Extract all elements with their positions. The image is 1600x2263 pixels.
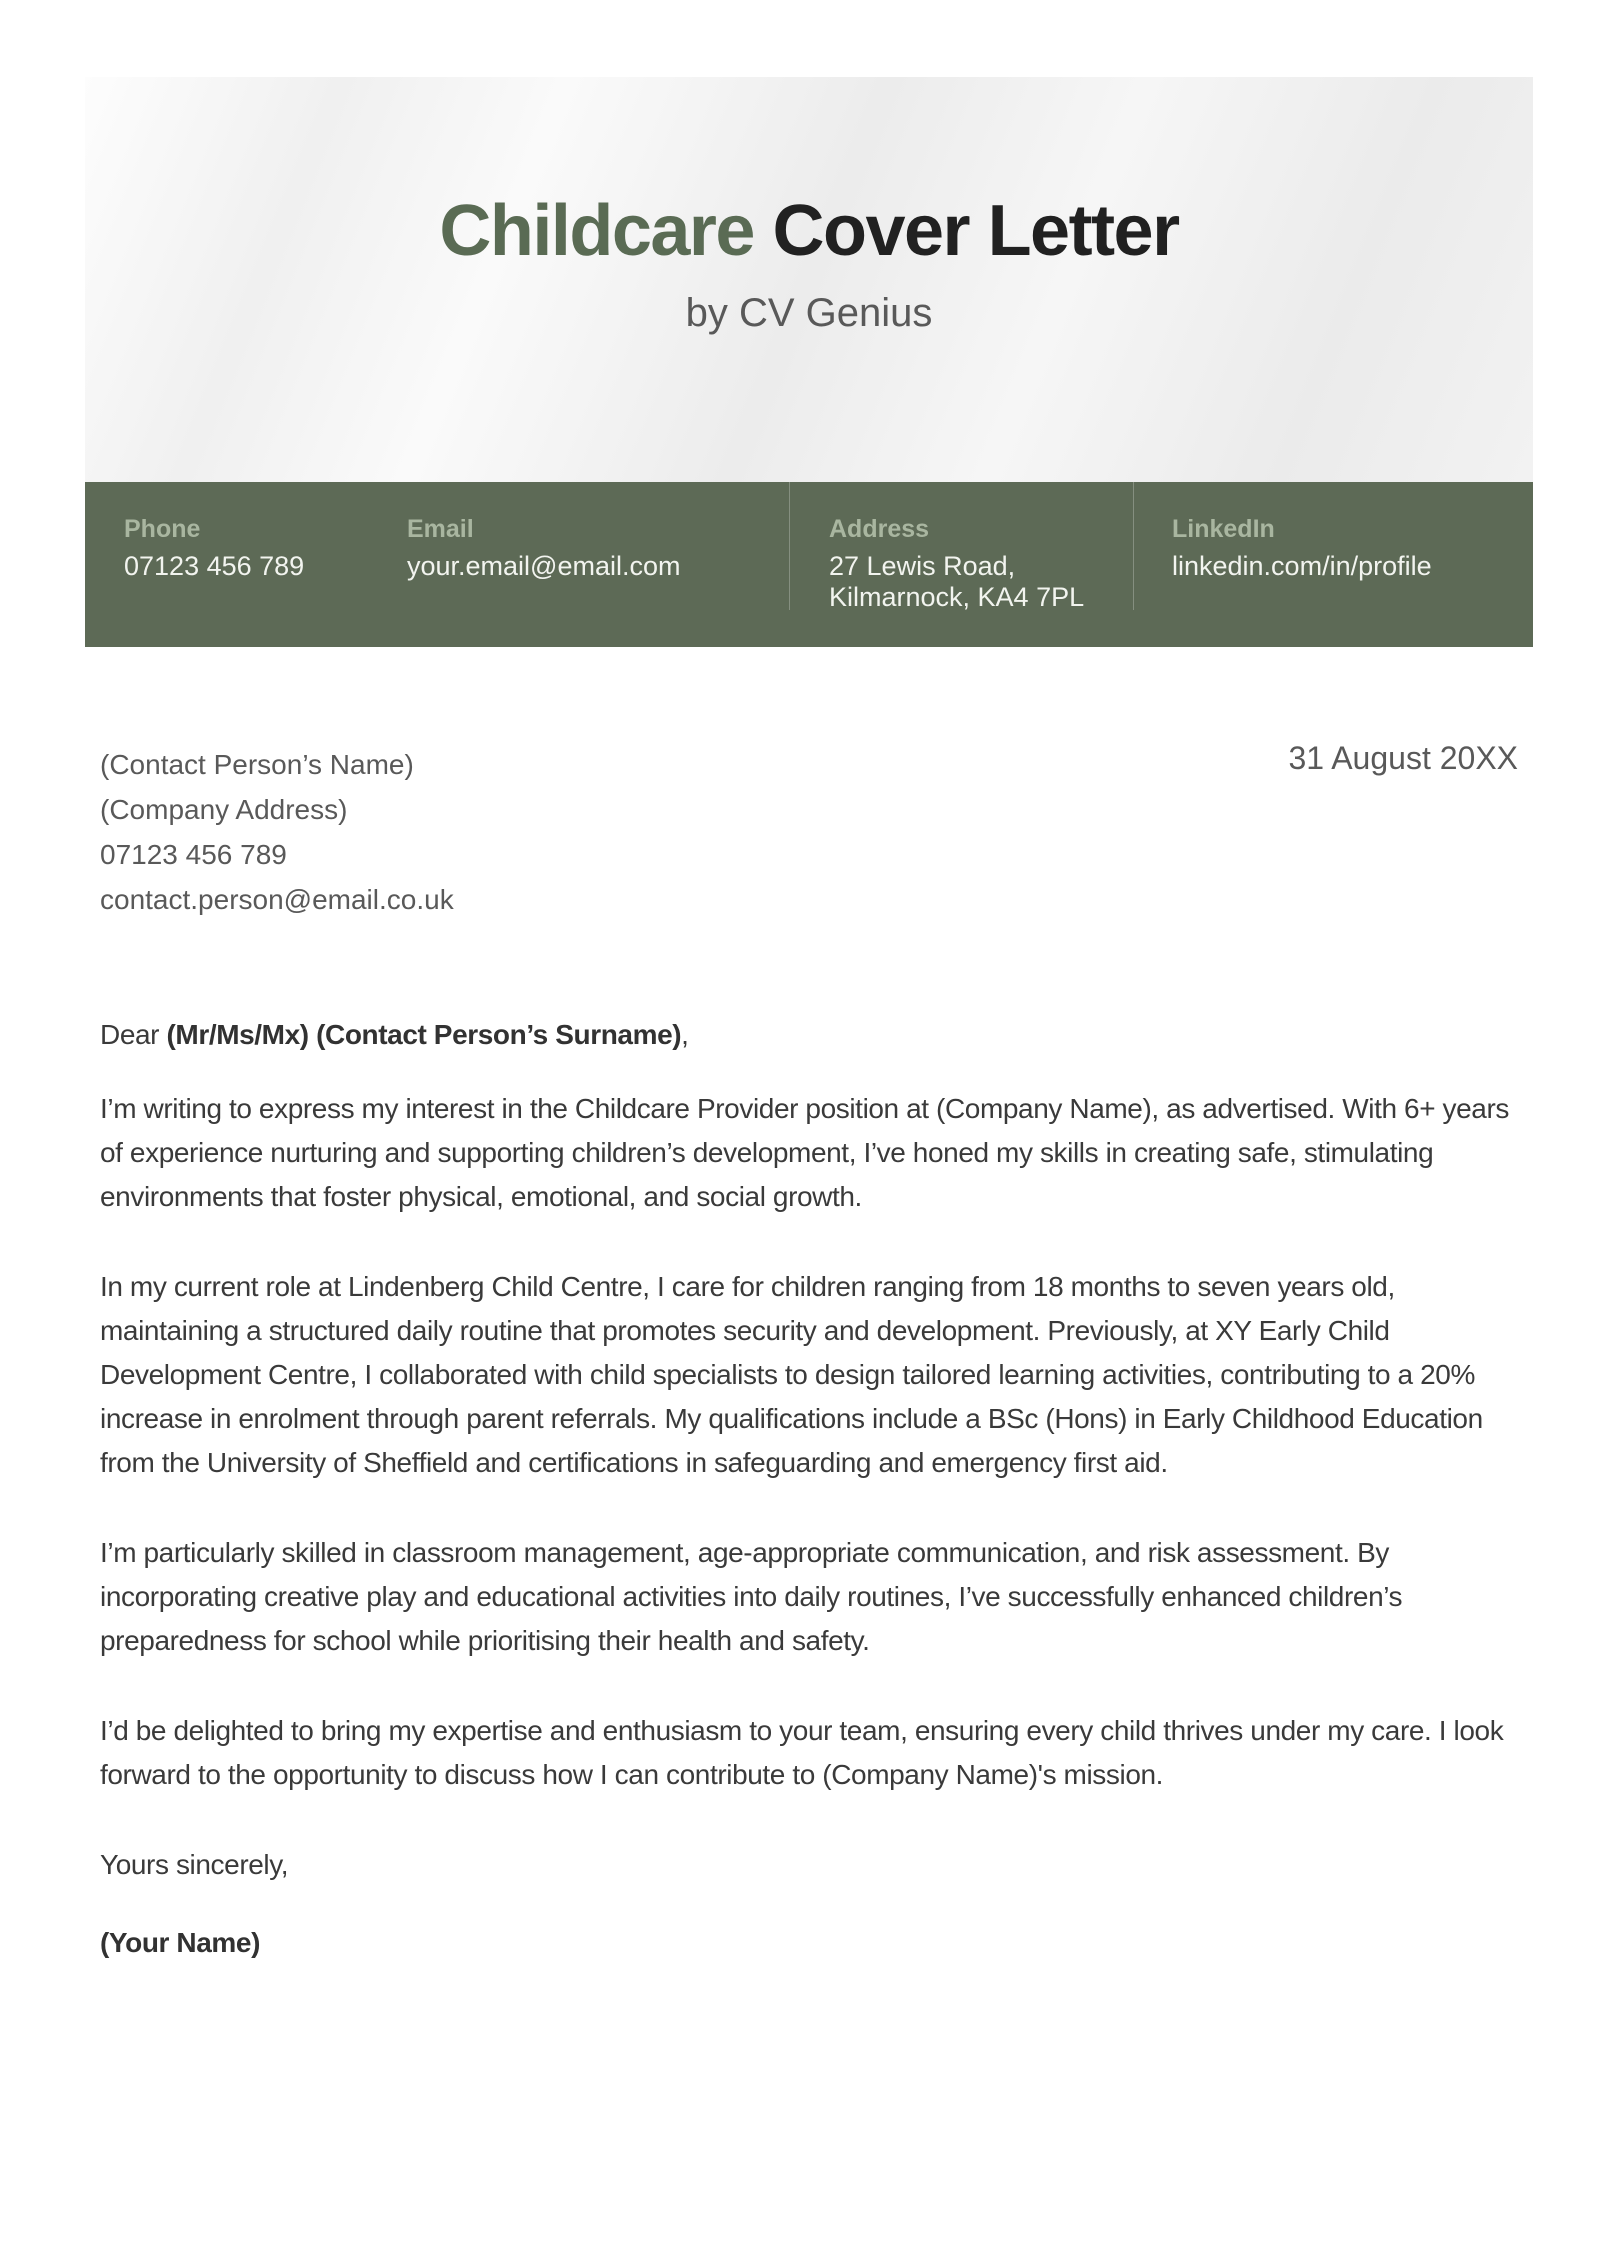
- contact-address-label: Address: [829, 515, 930, 543]
- contact-phone-value: 07123 456 789: [124, 551, 305, 581]
- salutation-bold: (Mr/Ms/Mx) (Contact Person’s Surname): [166, 1019, 682, 1050]
- contact-phone: [124, 515, 304, 582]
- recipient-block: [100, 742, 454, 922]
- contact-address: [829, 515, 1084, 613]
- paragraph-outro: I’d be delighted to bring my expertise and enthusiasm to your team, ensuring every child thrives under my care. I look forward to the opportunity to discuss how I can contribute to (Company Name)'s mission.: [100, 1715, 1504, 1790]
- contact-bar-divider: [789, 482, 790, 610]
- recipient-address: (Company Address): [100, 794, 348, 825]
- page-title-accent: Childcare: [439, 191, 754, 271]
- contact-email-value: your.email@email.com: [407, 551, 681, 581]
- contact-address-value-line1: 27 Lewis Road,: [829, 551, 1016, 581]
- paragraph-skills: I’m particularly skilled in classroom management, age-appropriate communication, and risk assessment. By incorporating creative play and educational activities into daily routines, I’ve successfully enhanced children’s preparedness for school while prioritising their health and safety.: [100, 1537, 1403, 1656]
- paragraph-intro: I’m writing to express my interest in the Childcare Provider position at (Company Name), as advertised. With 6+ years of experience nurturing and supporting children’s development, I’ve honed my skills in creating safe, stimulating environments that foster physical, emotional, and social growth.: [100, 1093, 1509, 1212]
- salutation-suffix: ,: [681, 1019, 689, 1050]
- letter-body: [100, 1013, 1520, 1965]
- page-title: [439, 191, 1179, 271]
- page-subtitle: by CV Genius: [685, 291, 933, 335]
- paragraph-experience: In my current role at Lindenberg Child Centre, I care for children ranging from 18 months to seven years old, maintaining a structured daily routine that promotes security and development. Previously, at XY Early Child Development Centre, I collaborated with child specialists to design tailored learning activities, contributing to a 20% increase in enrolment through parent referrals. My qualifications include a BSc (Hons) in Early Childhood Education from the University of Sheffield and certifications in safeguarding and emergency first aid.: [100, 1271, 1483, 1478]
- header-banner: [85, 77, 1533, 482]
- contact-phone-label: Phone: [124, 515, 201, 543]
- contact-bar-divider: [1133, 482, 1134, 610]
- signature: (Your Name): [100, 1927, 260, 1958]
- letter-date: 31 August 20XX: [1288, 740, 1518, 776]
- salutation: [100, 1013, 1520, 1057]
- closing: Yours sincerely,: [100, 1849, 289, 1880]
- contact-linkedin: [1172, 515, 1432, 582]
- salutation-prefix: Dear: [100, 1019, 167, 1050]
- recipient-name: (Contact Person’s Name): [100, 749, 414, 780]
- contact-bar: [85, 482, 1533, 647]
- contact-address-value-line2: Kilmarnock, KA4 7PL: [829, 582, 1085, 612]
- recipient-email: contact.person@email.co.uk: [100, 884, 454, 915]
- recipient-phone: 07123 456 789: [100, 839, 287, 870]
- contact-email-label: Email: [407, 515, 474, 543]
- contact-linkedin-label: LinkedIn: [1172, 515, 1275, 543]
- contact-linkedin-value: linkedin.com/in/profile: [1172, 551, 1432, 581]
- contact-email: [407, 515, 681, 582]
- page-title-rest: Cover Letter: [753, 191, 1179, 271]
